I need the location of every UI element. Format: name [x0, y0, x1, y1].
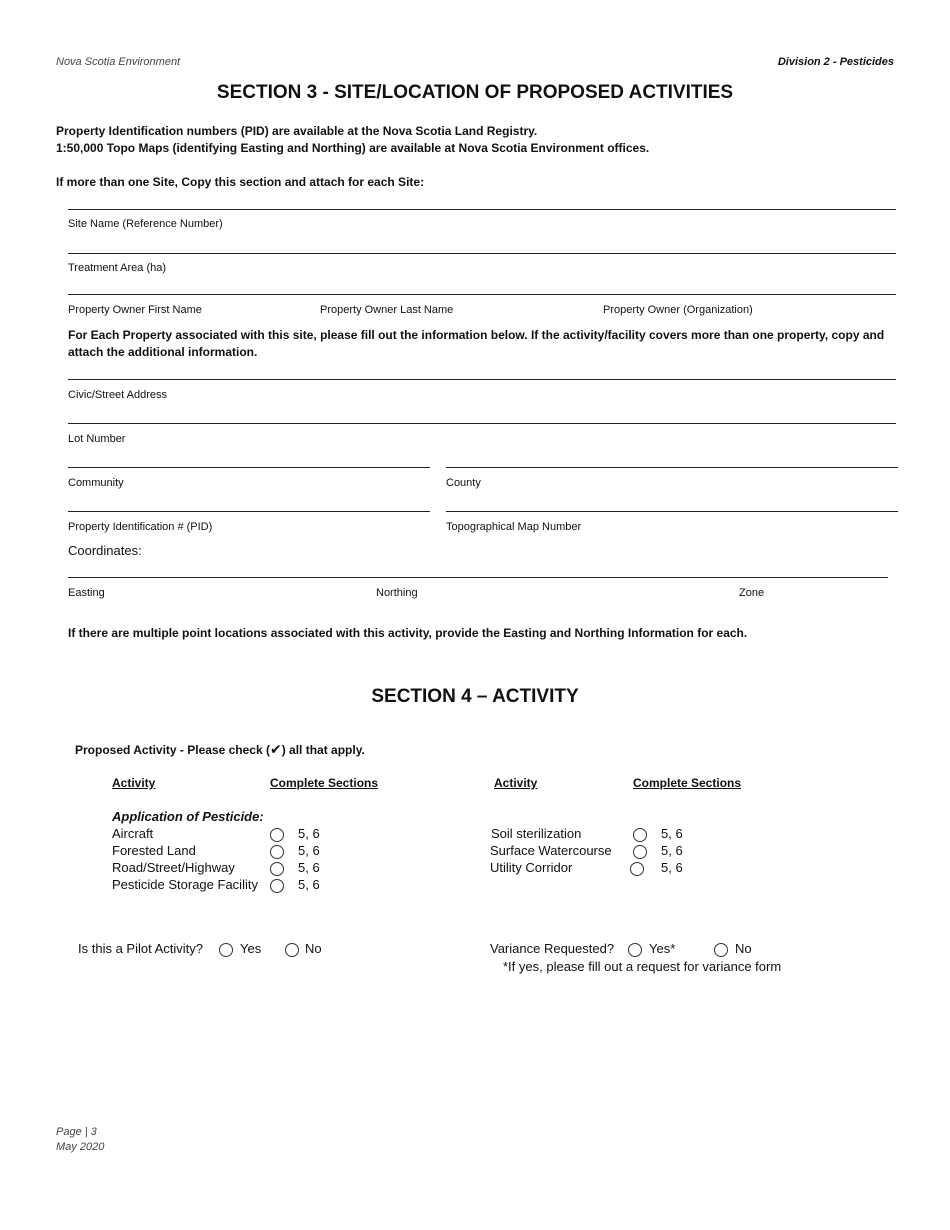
section4-title: SECTION 4 – ACTIVITY: [371, 686, 579, 707]
instruction-prefix: Proposed Activity - Please check (: [75, 743, 270, 757]
variance-note: *If yes, please fill out a request for variance form: [503, 959, 782, 974]
owner-last-label: Property Owner Last Name: [320, 304, 454, 316]
copy-note: If more than one Site, Copy this section and attach for each Site:: [56, 175, 425, 189]
activity-road-label: Road/Street/Highway: [112, 860, 235, 875]
header-organization: Nova Scotia Environment: [56, 56, 181, 68]
owner-first-label: Property Owner First Name: [68, 304, 202, 316]
activity-aircraft-radio[interactable]: [270, 828, 284, 842]
activity-soil-radio[interactable]: [633, 828, 647, 842]
activity-watercourse-label: Surface Watercourse: [490, 843, 612, 858]
variance-yes-label: Yes*: [649, 941, 676, 956]
activity-road-sections: 5, 6: [298, 860, 320, 875]
topo-map-label: Topographical Map Number: [446, 521, 582, 533]
activity-forested-label: Forested Land: [112, 843, 196, 858]
activity-storage-radio[interactable]: [270, 879, 284, 893]
civic-address-label: Civic/Street Address: [68, 389, 168, 401]
activity-utility-label: Utility Corridor: [490, 860, 573, 875]
multi-location-note: If there are multiple point locations associated with this activity, provide the Easting and Northing Information for each.: [68, 626, 748, 640]
left-activity-header: Activity: [112, 776, 156, 790]
activity-forested-radio[interactable]: [270, 845, 284, 859]
activity-watercourse-radio[interactable]: [633, 845, 647, 859]
variance-no-label: No: [735, 941, 752, 956]
northing-label: Northing: [376, 587, 418, 599]
civic-address-field[interactable]: [68, 379, 896, 380]
header-division: Division 2 - Pesticides: [777, 56, 894, 68]
zone-label: Zone: [739, 587, 765, 599]
activity-instruction: [75, 741, 365, 758]
application-group-label: Application of Pesticide:: [112, 809, 264, 824]
variance-yes-radio[interactable]: [628, 943, 642, 957]
activity-road-radio[interactable]: [270, 862, 284, 876]
owner-org-label: Property Owner (Organization): [603, 304, 753, 316]
pid-label: Property Identification # (PID): [68, 521, 213, 533]
variance-question: Variance Requested?: [490, 941, 615, 956]
right-activity-header: Activity: [494, 776, 538, 790]
left-sections-header: Complete Sections: [270, 776, 379, 790]
section3-title: SECTION 3 - SITE/LOCATION OF PROPOSED ACTIVITIES: [216, 82, 734, 103]
activity-forested-sections: 5, 6: [298, 843, 320, 858]
treatment-area-field[interactable]: [68, 253, 896, 254]
community-field[interactable]: [68, 467, 430, 468]
lot-number-field[interactable]: [68, 423, 896, 424]
instruction-suffix: ) all that apply.: [281, 743, 365, 757]
activity-aircraft-label: Aircraft: [112, 826, 154, 841]
activity-aircraft-sections: 5, 6: [298, 826, 320, 841]
pilot-no-radio[interactable]: [285, 943, 299, 957]
county-label: County: [446, 477, 481, 489]
coordinates-label: Coordinates:: [68, 543, 142, 558]
lot-number-label: Lot Number: [68, 433, 126, 445]
site-name-label: Site Name (Reference Number): [68, 218, 223, 230]
pid-note: Property Identification numbers (PID) are available at the Nova Scotia Land Registry.: [56, 124, 538, 138]
footer-date: May 2020: [56, 1141, 105, 1153]
treatment-area-label: Treatment Area (ha): [68, 262, 167, 274]
county-field[interactable]: [446, 467, 898, 468]
right-sections-header: Complete Sections: [633, 776, 742, 790]
pilot-question: Is this a Pilot Activity?: [78, 941, 203, 956]
pilot-yes-label: Yes: [240, 941, 262, 956]
property-note: For Each Property associated with this site, please fill out the information below. If the activity/facility covers more than one property, copy and attach the additional information.: [68, 328, 885, 359]
page-number: Page | 3: [56, 1126, 97, 1138]
pilot-no-label: No: [305, 941, 322, 956]
coordinates-field[interactable]: [68, 577, 888, 578]
pid-field[interactable]: [68, 511, 430, 512]
easting-label: Easting: [68, 587, 105, 599]
activity-utility-sections: 5, 6: [661, 860, 683, 875]
activity-storage-sections: 5, 6: [298, 877, 320, 892]
topo-map-field[interactable]: [446, 511, 898, 512]
activity-watercourse-sections: 5, 6: [661, 843, 683, 858]
topo-note: 1:50,000 Topo Maps (identifying Easting and Northing) are available at Nova Scotia Environment offices.: [56, 141, 650, 155]
community-label: Community: [68, 477, 124, 489]
activity-soil-sections: 5, 6: [661, 826, 683, 841]
pilot-yes-radio[interactable]: [219, 943, 233, 957]
activity-utility-radio[interactable]: [630, 862, 644, 876]
owner-field[interactable]: [68, 294, 896, 295]
checkmark-icon: ✔: [269, 741, 282, 757]
activity-storage-label: Pesticide Storage Facility: [112, 877, 258, 892]
activity-soil-label: Soil sterilization: [491, 826, 582, 841]
variance-no-radio[interactable]: [714, 943, 728, 957]
site-name-field[interactable]: [68, 209, 896, 210]
